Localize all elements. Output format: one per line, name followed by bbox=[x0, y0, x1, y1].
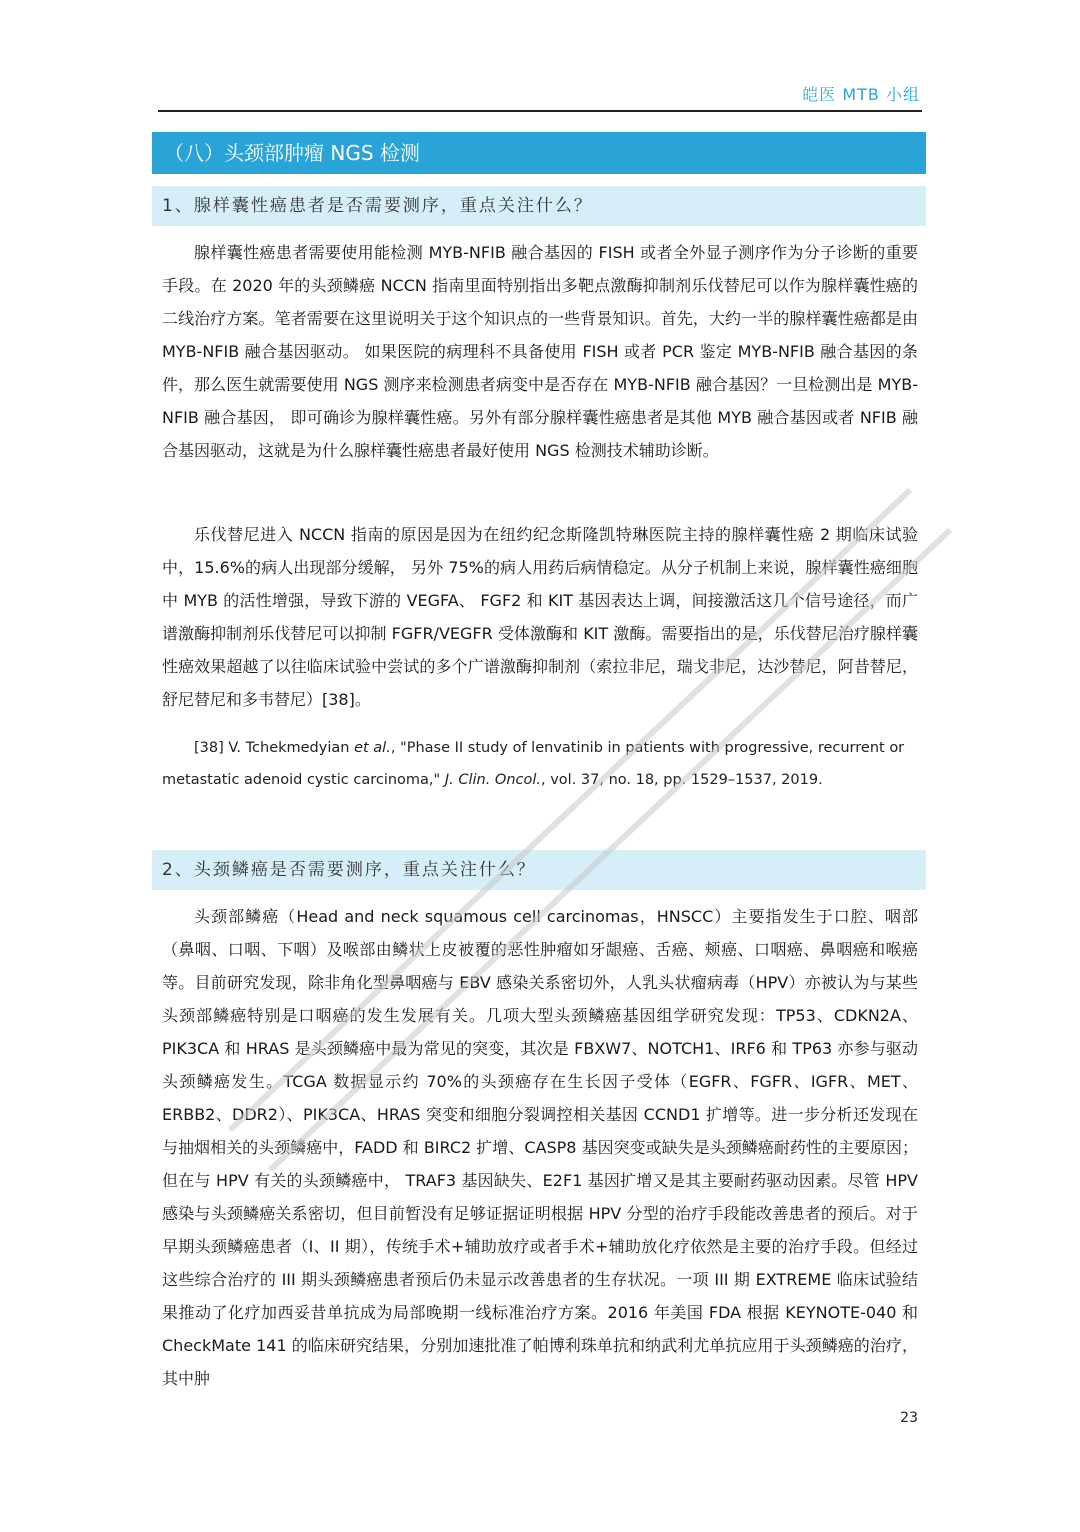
reference-number: [38] bbox=[194, 740, 224, 756]
header-tag: 皑医 MTB 小组 bbox=[802, 85, 920, 104]
question-2-heading: 2、头颈鳞癌是否需要测序，重点关注什么？ bbox=[152, 850, 926, 890]
reference-38 bbox=[162, 732, 918, 796]
reference-authors: V. Tchekmedyian bbox=[228, 740, 350, 756]
reference-journal: J. Clin. Oncol. bbox=[444, 772, 541, 788]
page-number: 23 bbox=[900, 1410, 918, 1426]
q1-paragraph-2: 乐伐替尼进入 NCCN 指南的原因是因为在纽约纪念斯隆凯特琳医院主持的腺样囊性癌 2 期临床试验中，15.6%的病人出现部分缓解， 另外 75%的病人用药后病情稳定。从分子机制上来说，腺样囊性癌细胞中 MYB 的活性增强，导致下游的 VEGFA、 FGF2 和 KIT 基因表达上调，间接激活这几个信号途径，而广谱激酶抑制剂乐伐替尼可以抑制 FGFR/VEGFR 受体激酶和 KIT 激酶。需要指出的是，乐伐替尼治疗腺样囊性癌效果超越了以往临床试验中尝试的多个广谱激酶抑制剂（索拉非尼，瑞戈非尼，达沙替尼，阿昔替尼，舒尼替尼和多韦替尼）[38]。 bbox=[162, 525, 918, 709]
question-1-heading: 1、腺样囊性癌患者是否需要测序，重点关注什么？ bbox=[152, 186, 926, 226]
reference-details: , vol. 37, no. 18, pp. 1529–1537, 2019. bbox=[541, 772, 823, 788]
reference-etal: et al. bbox=[354, 740, 391, 756]
reference-title: , "Phase II study of lenvatinib in patients with progressive, recurrent or metastatic adenoid cystic carcinoma," bbox=[162, 740, 905, 788]
section-title: （八）头颈部肿瘤 NGS 检测 bbox=[152, 132, 926, 174]
header-divider bbox=[158, 110, 922, 112]
q1-paragraph-1: 腺样囊性癌患者需要使用能检测 MYB-NFIB 融合基因的 FISH 或者全外显子测序作为分子诊断的重要手段。在 2020 年的头颈鳞癌 NCCN 指南里面特别指出多靶点激酶抑制剂乐伐替尼可以作为腺样囊性癌的二线治疗方案。笔者需要在这里说明关于这个知识点的一些背景知识。首先，大约一半的腺样囊性癌都是由 MYB-NFIB 融合基因驱动。 如果医院的病理科不具备使用 FISH 或者 PCR 鉴定 MYB-NFIB 融合基因的条件，那么医生就需要使用 NGS 测序来检测患者病变中是否存在 MYB-NFIB 融合基因？一旦检测出是 MYB-NFIB 融合基因， 即可确诊为腺样囊性癌。另外有部分腺样囊性癌患者是其他 MYB 融合基因或者 NFIB 融合基因驱动，这就是为什么腺样囊性癌患者最好使用 NGS 检测技术辅助诊断。 bbox=[162, 243, 918, 460]
q2-paragraph-1: 头颈部鳞癌（Head and neck squamous cell carcinomas，HNSCC）主要指发生于口腔、咽部（鼻咽、口咽、下咽）及喉部由鳞状上皮被覆的恶性肿瘤如牙龈癌、舌癌、颊癌、口咽癌、鼻咽癌和喉癌等。目前研究发现，除非角化型鼻咽癌与 EBV 感染关系密切外，人乳头状瘤病毒（HPV）亦被认为与某些头颈部鳞癌特别是口咽癌的发生发展有关。几项大型头颈鳞癌基因组学研究发现：TP53、CDKN2A、PIK3CA 和 HRAS 是头颈鳞癌中最为常见的突变，其次是 FBXW7、NOTCH1、IRF6 和 TP63 亦参与驱动头颈鳞癌发生。TCGA 数据显示约 70%的头颈癌存在生长因子受体（EGFR、FGFR、IGFR、MET、ERBB2、DDR2）、PIK3CA、HRAS 突变和细胞分裂调控相关基因 CCND1 扩增等。进一步分析还发现在与抽烟相关的头颈鳞癌中，FADD 和 BIRC2 扩增、CASP8 基因突变或缺失是头颈鳞癌耐药性的主要原因；但在与 HPV 有关的头颈鳞癌中， TRAF3 基因缺失、E2F1 基因扩增又是其主要耐药驱动因素。尽管 HPV 感染与头颈鳞癌关系密切，但目前暂没有足够证据证明根据 HPV 分型的治疗手段能改善患者的预后。对于早期头颈鳞癌患者（I、II 期），传统手术+辅助放疗或者手术+辅助放化疗依然是主要的治疗手段。但经过这些综合治疗的 III 期头颈鳞癌患者预后仍未显示改善患者的生存状况。一项 III 期 EXTREME 临床试验结果推动了化疗加西妥昔单抗成为局部晚期一线标准治疗方案。2016 年美国 FDA 根据 KEYNOTE-040 和 CheckMate 141 的临床研究结果，分别加速批准了帕博利珠单抗和纳武利尤单抗应用于头颈鳞癌的治疗，其中肿 bbox=[162, 907, 918, 1388]
